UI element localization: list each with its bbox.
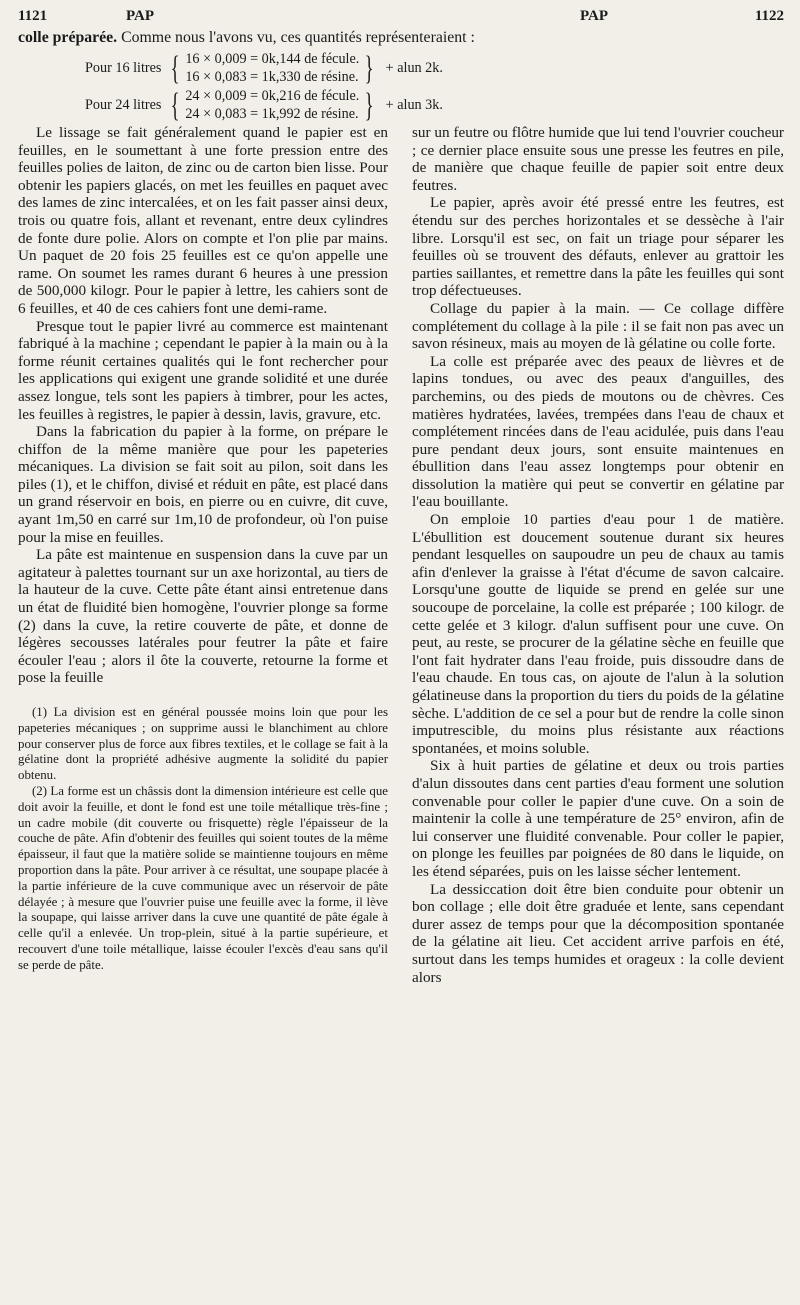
- intro-bold: colle préparée.: [18, 29, 118, 46]
- paragraph: On emploie 10 parties d'eau pour 1 de matière. L'ébullition est doucement soutenue durant six heures pendant lesquelles on saupoudre un peu de chaux au tamis afin d'enlever la graisse à l'état d'écume de savon calcaire. Lorsqu'une goutte de liquide se prend en gelée sur une soucoupe de porcelaine, la colle est préparée ; 100 kilogr. de cette gelée et 3 kilogr. d'alun suffisent pour une cuve. On peut, au reste, se procurer de la gélatine sèche en feuille que l'ont fait hydrater dans l'eau froide, puis dissoudre dans de l'eau chaude. En tous cas, on ajoute de l'alun à la solution gélatineuse dans la proportion du tiers du poids de la gélatine sèche. L'addition de ce sel a pour but de rendre la colle sinon imputrescible, du moins plus résistante aux réactions spontanées, et moins soluble.: [412, 511, 784, 757]
- intro-text: Comme nous l'avons vu, ces quantités représenteraient :: [117, 29, 475, 46]
- formula-result: + alun 3k.: [385, 96, 443, 113]
- formula-line: 24 × 0,083 = 1k,992 de résine.: [185, 105, 359, 122]
- right-brace-icon: }: [365, 49, 374, 87]
- formula-line: 16 × 0,083 = 1k,330 de résine.: [185, 68, 359, 85]
- left-brace-icon: {: [170, 86, 180, 124]
- section-heading-paragraph: Collage du papier à la main. — Ce collage diffère complétement du collage à la pile : il se fait non pas avec un savon résineux, mais au moyen de là gélatine ou colle forte.: [412, 299, 784, 353]
- formula-lines: [185, 51, 359, 86]
- paragraph: Le papier, après avoir été pressé entre les feutres, est étendu sur des perches horizontales et se dessèche à l'air libre. Lorsqu'il est sec, on fait un triage pour séparer les feuilles où se trouvent des défauts, enlever au grattoir les parties saillantes, et remettre dans la pâte les feuilles qui sont trop défectueuses.: [412, 194, 784, 300]
- intro-line: [18, 28, 784, 48]
- formula-label: Pour 16 litres: [85, 59, 162, 76]
- formula-row: [85, 87, 443, 124]
- right-brace-icon: }: [365, 86, 374, 124]
- quantity-formula: [85, 50, 443, 124]
- running-title-left: PAP: [126, 8, 155, 24]
- running-header: [18, 6, 784, 28]
- paragraph: sur un feutre ou flôtre humide que lui tend l'ouvrier coucheur ; ce dernier place ensuite sous une presse les feutres en pile, de manière que chaque feuille de papier soit entre deux feutres.: [412, 124, 784, 194]
- formula-lines: [185, 88, 359, 123]
- paragraph: Presque tout le papier livré au commerce est maintenant fabriqué à la machine ; cependant le papier à la main ou à la forme réunit certaines qualités qui le font rechercher pour les applications qui exigent une grande solidité et une durée assez longue, tels sont les papiers à timbrer, pour les actes, les feuilles à registres, le papier à dessin, lavis, gravure, etc.: [18, 317, 388, 423]
- paragraph: La pâte est maintenue en suspension dans la cuve par un agitateur à palettes tournant sur un axe horizontal, au tiers de la hauteur de la cuve. Cette pâte étant ainsi entretenue dans un état de fluidité bien homogène, l'ouvrier plonge sa forme (2) dans la cuve, la retire couverte de pâte, et donne de légères secousses latérales pour feutrer la pâte et faire écouler l'eau ; alors il ôte la couverte, retourne la forme et pose la feuille: [18, 546, 388, 687]
- paragraph: La colle est préparée avec des peaux de lièvres et de lapins tondues, ou avec des peaux d'anguilles, des parchemins, ou des pieds de moutons ou de chèvres. Ces matières hydratées, lavées, trempées dans l'eau de chaux et complétement rincées dans de l'eau acidulée, puis dans l'eau pure pendant deux jours, sont ensuite maintenues en ébullition dans l'eau assez longtemps pour obtenir en dissolution la matière qui peut se convertir en gélatine par l'eau bouillante.: [412, 352, 784, 511]
- paragraph: La dessiccation doit être bien conduite pour obtenir un bon collage ; elle doit être graduée et lente, sans cependant durer assez de temps pour que la décomposition spontanée de la gélatine ait lieu. Cet accident arrive parfois en été, surtout dans les temps humides et orageux : la colle devient alors: [412, 880, 784, 986]
- page-number-right: 1122: [754, 8, 784, 24]
- formula-line: 24 × 0,009 = 0k,216 de fécule.: [185, 88, 360, 104]
- right-column: [412, 124, 784, 986]
- footnote: (2) La forme est un châssis dont la dimension intérieure est celle que doit avoir la feuille, et dont le fond est une toile métallique très-fine ; un cadre mobile (dit couverte ou frisquette) règle l'épaisseur de la couche de pâte. Afin d'obtenir des feuilles qui soient toutes de la même épaisseur, il faut que la matière solide se maintienne toujours en même proportion dans la pâte. Pour arriver à ce résultat, une soupape placée à la partie inférieure de la cuve communique avec un réservoir de pâte délayée ; à mesure que l'ouvrier puise une feuille avec la forme, il lève la soupape, qui laisse arriver dans la cuve une quantité de pâte égale à celle qu'il a enlevée. Un trop-plein, situé à la partie supérieure, et recouvert d'une toile métallique, laisse écouler l'excès d'eau sans qu'il se perde de pâte.: [18, 783, 388, 972]
- left-brace-icon: {: [170, 49, 180, 87]
- formula-label: Pour 24 litres: [85, 96, 162, 113]
- formula-row: [85, 50, 443, 87]
- left-column: [18, 124, 388, 974]
- footnotes: [18, 705, 388, 974]
- formula-result: + alun 2k.: [385, 59, 443, 76]
- page-number-left: 1121: [18, 8, 48, 24]
- paragraph: Le lissage se fait généralement quand le papier est en feuilles, en le soumettant à une forte pression entre des feuilles polies de laiton, de zinc ou de carton bien lisse. Pour obtenir les papiers glacés, on met les feuilles en paquet avec des lames de zinc intercalées, et on les fait passer ainsi deux, trois ou quatre fois, allant et revenant, entre deux cylindres de fonte dure polie. Alors on compte et l'on plie par mains. Un paquet de 20 fois 25 feuilles est ce qu'on appelle une rame. On soumet les rames durant 6 heures à une pression de 500,000 kilogr. Pour le papier à lettre, les cahiers sont de 6 feuilles, et 40 de ces cahiers font une demi-rame.: [18, 124, 388, 317]
- paragraph: Dans la fabrication du papier à la forme, on prépare le chiffon de la même manière que pour les papeteries mécaniques. La division se fait soit au pilon, soit dans les piles (1), et le chiffon, divisé et réduit en pâte, est placé dans un grand réservoir en bois, en pierre ou en cuivre, dit cuve, ayant 1m,50 en carré sur 1m,10 de profondeur, où l'on puise pour la mise en feuilles.: [18, 423, 388, 546]
- paragraph: Six à huit parties de gélatine et deux ou trois parties d'alun dissoutes dans cent parties d'eau forment une solution convenable pour coller le papier d'une cuve. On a soin de maintenir la colle à une température de 25° environ, afin de lui conserver une fluidité convenable. Pour coller le papier, on plonge les feuilles par poignées de 80 dans le liquide, on les étend séparées, puis on les laisse sécher lentement.: [412, 757, 784, 880]
- footnote: (1) La division est en général poussée moins loin que pour les papeteries mécaniques ; on supprime aussi le blanchiment au chlore pour conserver plus de force aux fibres textiles, et le collage se fait à la gélatine dont la propriété adhésive augmente la solidité du papier obtenu.: [18, 705, 388, 783]
- formula-line: 16 × 0,009 = 0k,144 de fécule.: [185, 51, 360, 67]
- running-title-right: PAP: [580, 8, 609, 24]
